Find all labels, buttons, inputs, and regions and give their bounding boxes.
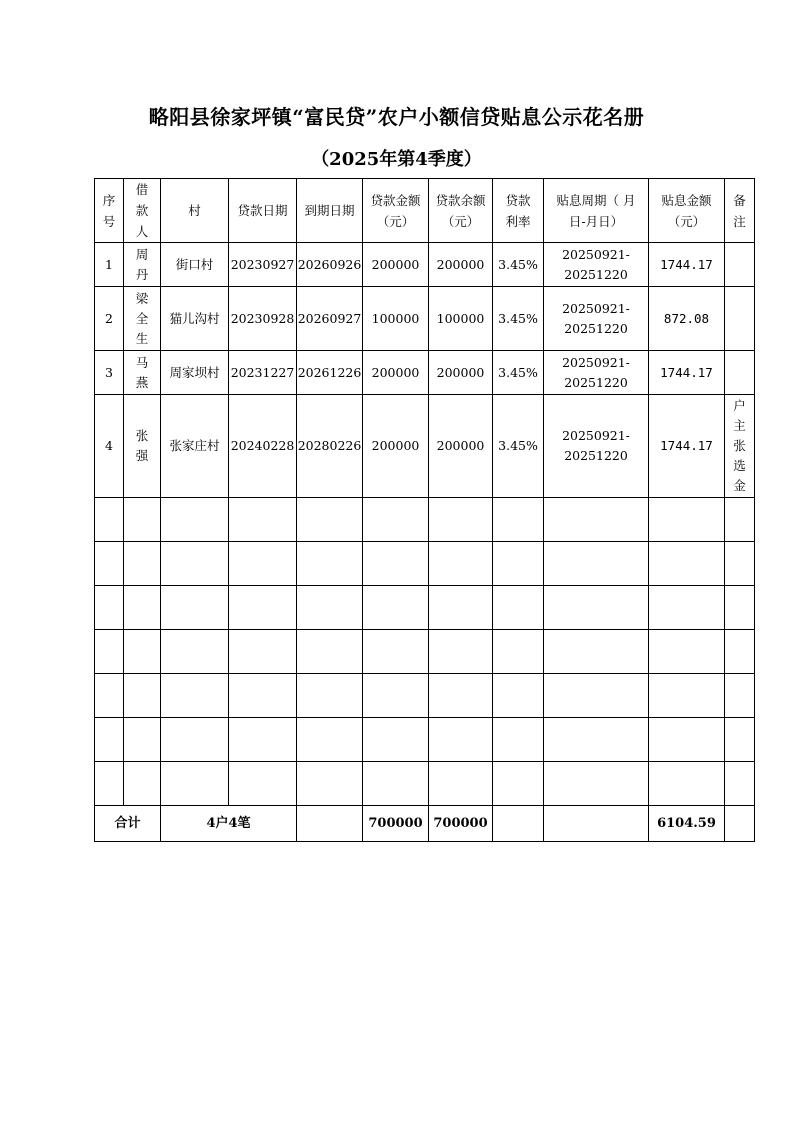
blank-row [95,542,755,586]
cell-loan-amount: 100000 [363,287,429,351]
header-village: 村 [161,179,229,243]
header-period: 贴息周期（ 月 日-月日） [544,179,649,243]
table-row [95,243,755,287]
cell-subsidy: 1744.17 [649,351,725,395]
cell-loan-date: 20231227 [229,351,297,395]
cell-loan-amount: 200000 [363,351,429,395]
total-row [95,806,755,842]
cell-rate: 3.45% [493,287,544,351]
total-balance: 700000 [429,806,493,842]
cell-due-date: 20260926 [297,243,363,287]
cell-subsidy: 1744.17 [649,243,725,287]
cell-due-date: 20261226 [297,351,363,395]
document-title: 略阳县徐家坪镇“富民贷”农户小额信贷贴息公示花名册 [148,105,645,129]
cell-period: 20250921-20251220 [544,351,649,395]
cell-rate: 3.45% [493,395,544,498]
cell-subsidy: 1744.17 [649,395,725,498]
blank-row [95,586,755,630]
cell-remark [725,243,755,287]
total-subsidy: 6104.59 [649,806,725,842]
total-label: 合计 [95,806,161,842]
header-loan-date: 贷款日期 [229,179,297,243]
cell-period: 20250921-20251220 [544,395,649,498]
cell-seq: 1 [95,243,124,287]
cell-borrower: 张强 [124,395,161,498]
cell-subsidy: 872.08 [649,287,725,351]
blank-row [95,762,755,806]
table-row [95,395,755,498]
cell-loan-date: 20230928 [229,287,297,351]
document-subtitle: （2025年第4季度） [311,149,482,170]
blank-row [95,498,755,542]
cell-rate: 3.45% [493,243,544,287]
cell-due-date: 20260927 [297,287,363,351]
cell-borrower: 周丹 [124,243,161,287]
cell-balance: 200000 [429,395,493,498]
header-rate: 贷款利率 [493,179,544,243]
blank-row [95,718,755,762]
cell-balance: 200000 [429,243,493,287]
cell-borrower: 马燕 [124,351,161,395]
cell-due-date: 20280226 [297,395,363,498]
cell-period: 20250921-20251220 [544,243,649,287]
header-borrower: 借款人 [124,179,161,243]
cell-remark: 户主张选金 [725,395,755,498]
blank-row [95,630,755,674]
cell-remark [725,287,755,351]
table-row [95,351,755,395]
cell-village: 街口村 [161,243,229,287]
cell-loan-date: 20240228 [229,395,297,498]
subsidy-table [94,178,755,842]
header-loan-amount: 贷款金额（元） [363,179,429,243]
cell-period: 20250921-20251220 [544,287,649,351]
cell-rate: 3.45% [493,351,544,395]
cell-seq: 2 [95,287,124,351]
table-row [95,287,755,351]
cell-village: 张家庄村 [161,395,229,498]
cell-balance: 200000 [429,351,493,395]
header-row [95,179,755,243]
cell-loan-amount: 200000 [363,243,429,287]
header-subsidy: 贴息金额（元） [649,179,725,243]
header-balance: 贷款余额（元） [429,179,493,243]
cell-seq: 4 [95,395,124,498]
cell-loan-date: 20230927 [229,243,297,287]
header-remark: 备注 [725,179,755,243]
cell-village: 猫儿沟村 [161,287,229,351]
total-loan-amount: 700000 [363,806,429,842]
header-seq: 序号 [95,179,124,243]
cell-remark [725,351,755,395]
cell-balance: 100000 [429,287,493,351]
total-households: 4户4笔 [161,806,297,842]
blank-row [95,674,755,718]
cell-borrower: 梁全生 [124,287,161,351]
cell-village: 周家坝村 [161,351,229,395]
header-due-date: 到期日期 [297,179,363,243]
cell-loan-amount: 200000 [363,395,429,498]
cell-seq: 3 [95,351,124,395]
